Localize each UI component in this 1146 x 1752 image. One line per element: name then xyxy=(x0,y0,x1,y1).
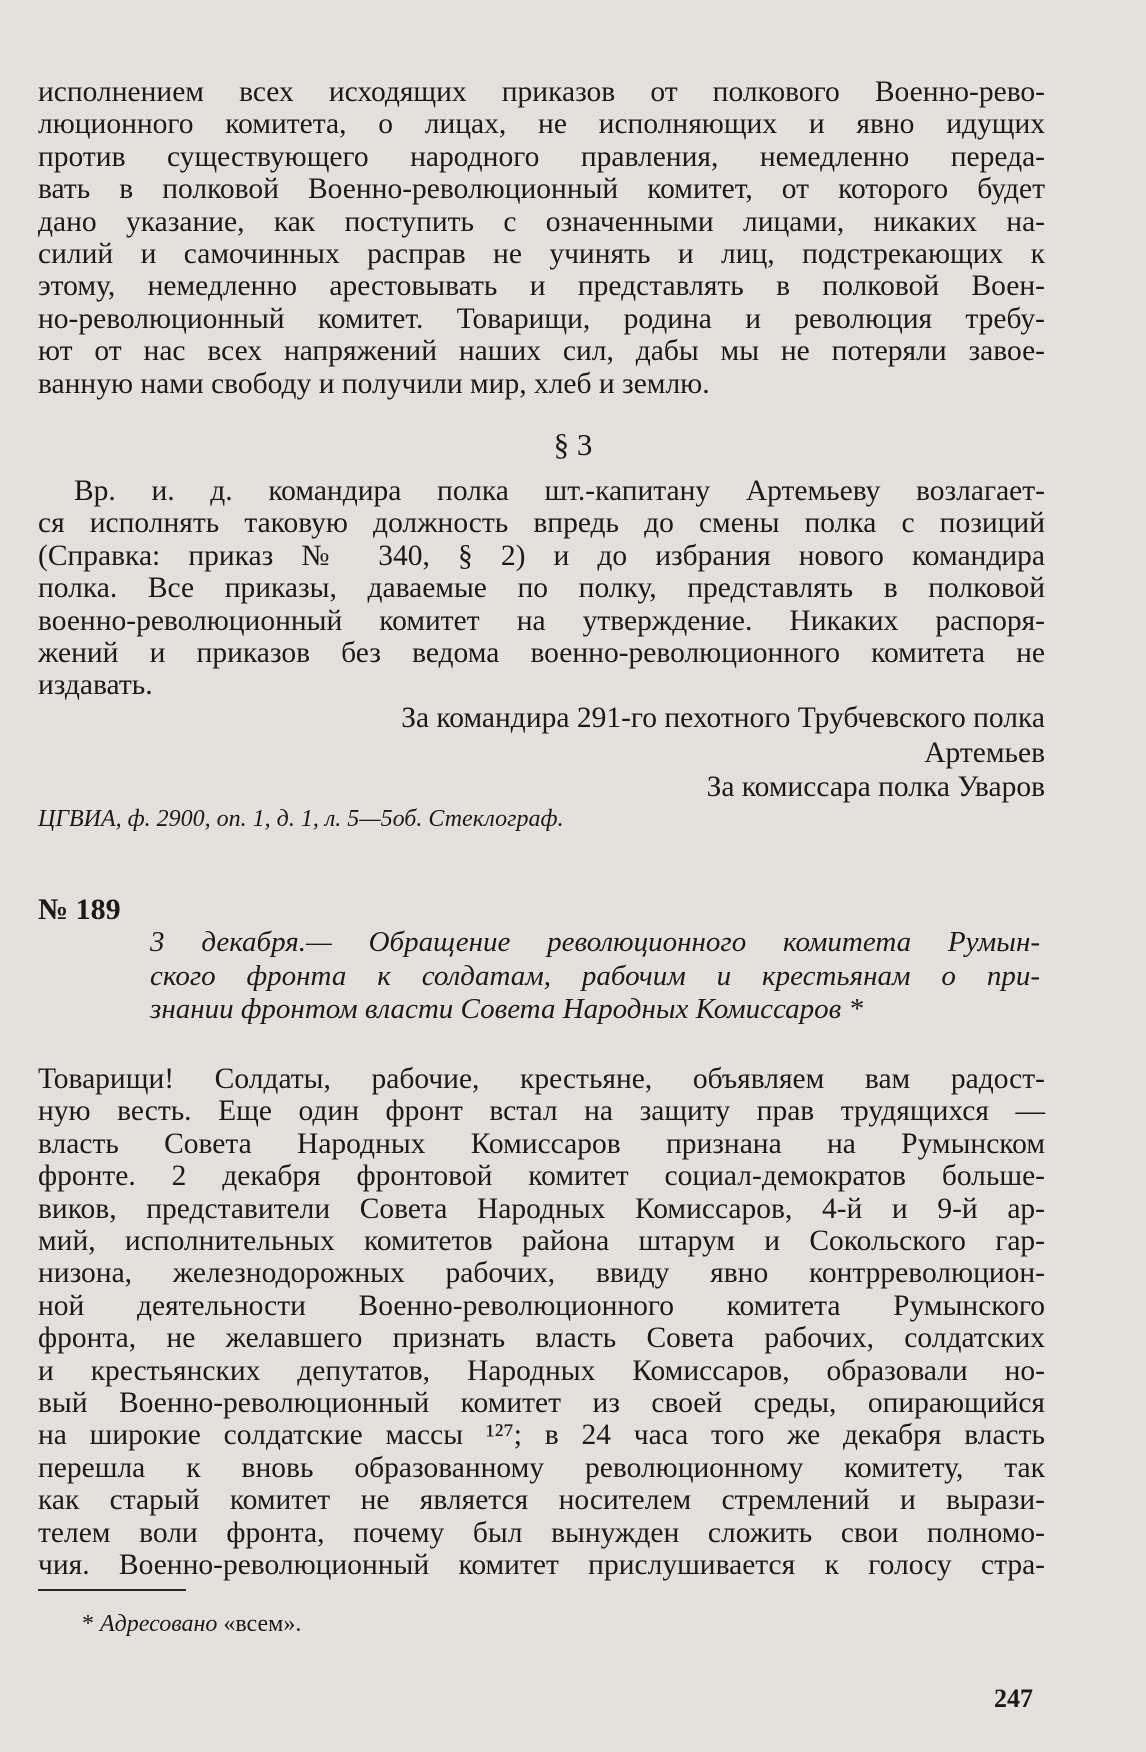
text-line: как старый комитет не является носителем стремлений и вырази- xyxy=(38,1484,1045,1517)
paragraph-continuation xyxy=(38,76,1045,400)
text-line: издавать. xyxy=(38,669,153,702)
footnote-divider xyxy=(38,1589,186,1591)
section-heading: § 3 xyxy=(553,427,593,462)
document-body xyxy=(38,1063,1045,1582)
text-line: против существующего народного правления, немедленно переда- xyxy=(38,140,1045,173)
text-line: фронте. 2 декабря фронтовой комитет социал-демократов больше- xyxy=(38,1160,1045,1193)
text-line: дано указание, как поступить с означенными лицами, никаких на- xyxy=(38,205,1045,238)
text-line: исполнением всех исходящих приказов от полкового Военно-рево- xyxy=(38,76,1045,108)
text-line: виков, представители Совета Народных Комиссаров, 4-й и 9-й ар- xyxy=(38,1192,1045,1225)
text-line: ся исполнять таковую должность впредь до смены полка с позиций xyxy=(38,507,1045,540)
text-line: перешла к вновь образованному революционному комитету, так xyxy=(38,1451,1045,1484)
text-line: чия. Военно-революционный комитет прислушивается к голосу стра- xyxy=(38,1549,1045,1582)
text-line: власть Совета Народных Комиссаров признана на Румынском xyxy=(38,1127,1045,1160)
signature-line: Артемьев xyxy=(924,736,1045,769)
text-line: полка. Все приказы, даваемые по полку, представлять в полковой xyxy=(38,572,1045,605)
footnote-text-italic: Адресовано xyxy=(100,1611,218,1637)
document-number: № 189 xyxy=(38,893,121,926)
title-line: 3 декабря.— Обращение революционного комитета Румын- xyxy=(150,926,1040,958)
text-line: вый Военно-революционный комитет из своей среды, опирающийся xyxy=(38,1387,1045,1420)
signature-block xyxy=(401,701,1045,805)
text-line: этому, немедленно арестовывать и представлять в полковой Воен- xyxy=(38,270,1045,303)
signature-line: За комиссара полка Уваров xyxy=(706,771,1045,803)
text-line: (Справка: приказ № 340, § 2) и до избрания нового командира xyxy=(38,539,1045,572)
archive-source: ЦГВИА, ф. 2900, оп. 1, д. 1, л. 5—5об. Стеклограф. xyxy=(38,806,564,832)
text-line: мий, исполнительных комитетов района штарум и Сокольского гар- xyxy=(38,1225,1045,1258)
paragraph-section-3 xyxy=(38,475,1045,702)
signature-line: За командира 291-го пехотного Трубчевского полка xyxy=(401,702,1045,734)
footnote-marker: * xyxy=(82,1611,94,1637)
text-line: ют от нас всех напряжений наших сил, дабы мы не потеряли завое- xyxy=(38,335,1045,368)
text-line: Вр. и. д. командира полка шт.-капитану Артемьеву возлагает- xyxy=(74,475,1045,507)
document-title xyxy=(150,926,1040,1027)
text-line: жений и приказов без ведома военно-революционного комитета не xyxy=(38,637,1045,670)
text-line: Товарищи! Солдаты, рабочие, крестьяне, объявляем вам радост- xyxy=(38,1063,1045,1095)
text-line: телем воли фронта, почему был вынужден сложить свои полномо- xyxy=(38,1516,1045,1549)
footnote xyxy=(82,1611,301,1638)
text-line: вать в полковой Военно-революционный комитет, от которого будет xyxy=(38,173,1045,206)
text-line: но-революционный комитет. Товарищи, родина и революция требу- xyxy=(38,302,1045,335)
footnote-text: «всем». xyxy=(223,1611,302,1637)
title-line: ского фронта к солдатам, рабочим и крестьянам о при- xyxy=(150,959,1040,992)
title-line: знании фронтом власти Совета Народных Комиссаров * xyxy=(150,993,863,1025)
text-line: ной деятельности Военно-революционного комитета Румынского xyxy=(38,1289,1045,1322)
text-line: низона, железнодорожных рабочих, ввиду явно контрреволюцион- xyxy=(38,1257,1045,1290)
text-line: ную весть. Еще один фронт встал на защиту прав трудящихся — xyxy=(38,1095,1045,1128)
text-line: военно-революционный комитет на утверждение. Никаких распоря- xyxy=(38,604,1045,637)
text-line: силий и самочинных расправ не учинять и лиц, подстрекающих к xyxy=(38,238,1045,271)
page-number: 247 xyxy=(994,1684,1033,1713)
text-line: ванную нами свободу и получили мир, хлеб и землю. xyxy=(38,367,710,400)
text-line: люционного комитета, о лицах, не исполняющих и явно идущих xyxy=(38,108,1045,141)
text-line: на широкие солдатские массы ¹²⁷; в 24 часа того же декабря власть xyxy=(38,1419,1045,1452)
text-line: фронта, не желавшего признать власть Совета рабочих, солдатских xyxy=(38,1322,1045,1355)
text-line: и крестьянских депутатов, Народных Комиссаров, образовали но- xyxy=(38,1354,1045,1387)
